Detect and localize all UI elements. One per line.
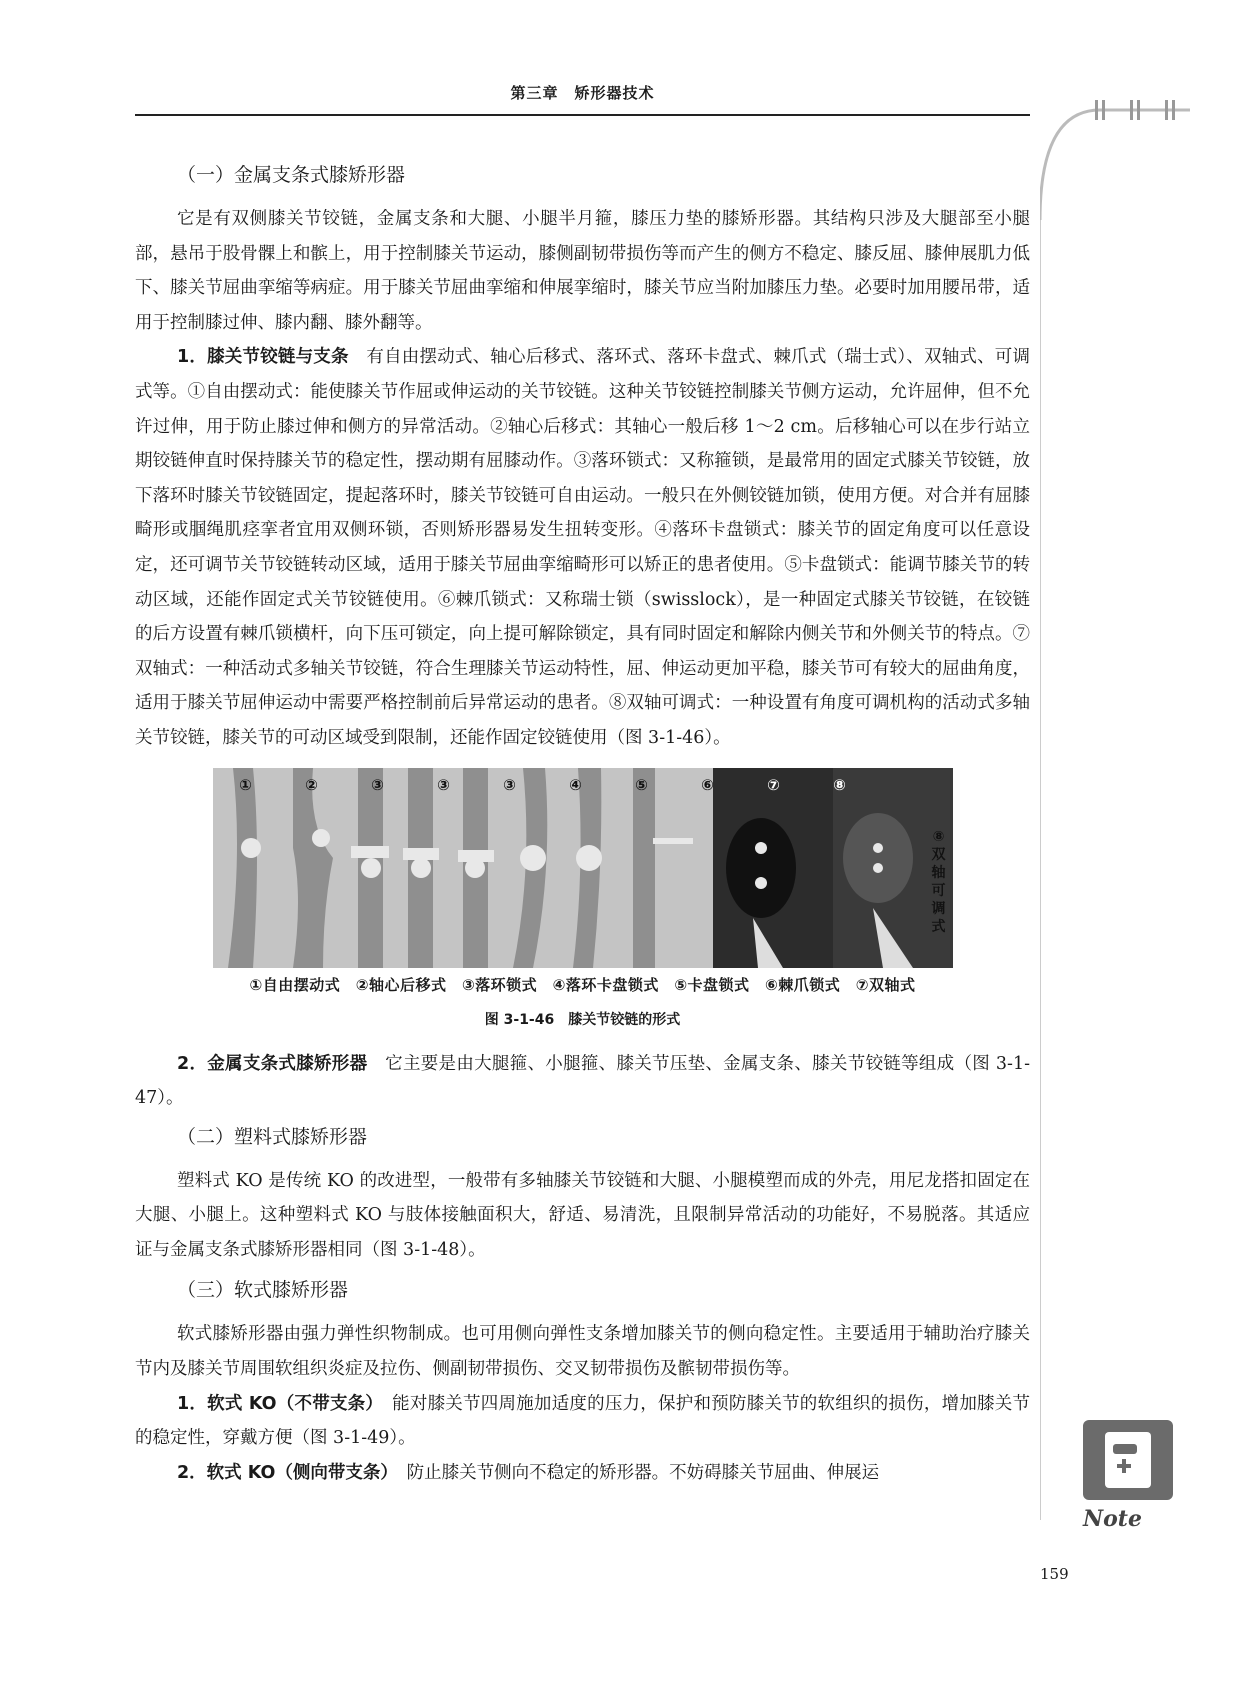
paragraph-lead: 1．软式 KO（不带支条） [177,1393,375,1414]
note-badge [1083,1420,1173,1530]
header-rule [135,114,1030,116]
note-icon [1083,1420,1173,1500]
figure-number: ⑧ [833,775,846,794]
figure-number: ⑦ [767,775,780,794]
paragraph-body: 防止膝关节侧向不稳定的矫形器。不妨碍膝关节屈曲、伸展运 [389,1462,880,1483]
figure-side-label: ⑧双轴可调式 [931,828,946,935]
paragraph [135,1387,1030,1456]
figure-number-row [213,776,873,794]
figure-number: ③ [503,775,516,794]
figure-caption-row: ①自由摆动式 ②轴心后移式 ③落环锁式 ④落环卡盘锁式 ⑤卡盘锁式 ⑥棘爪锁式 ⑦双轴式 [249,975,916,994]
knee-hinge-photo [213,768,953,968]
figure-number: ⑥ [701,775,714,794]
running-header: 第三章 矫形器技术 [510,84,655,102]
page-content [135,158,1030,1490]
paragraph-body: 它主要是由大腿箍、小腿箍、膝关节压垫、金属支条、膝关节铰链等组成（图 3-1-47）。 [135,1053,1030,1109]
section-title-3: （三）软式膝矫形器 [177,1279,349,1302]
figure-title: 图 3-1-46 膝关节铰链的形式 [484,1011,681,1028]
section-title-1: （一）金属支条式膝矫形器 [177,164,406,186]
figure-number: ③ [371,775,384,794]
note-label: Note [1083,1506,1142,1532]
figure-number: ② [305,775,318,794]
figure-number: ③ [437,775,450,794]
paragraph-lead: 2．软式 KO（侧向带支条） [177,1462,390,1483]
paragraph: 它是有双侧膝关节铰链，金属支条和大腿、小腿半月箍，膝压力垫的膝矫形器。其结构只涉及大腿部至小腿部，悬吊于股骨髁上和髌上，用于控制膝关节运动，膝侧副韧带损伤等而产生的侧方不稳定、膝反屈、膝伸展肌力低下、膝关节屈曲挛缩等病症。用于膝关节屈曲挛缩和伸展挛缩时，膝关节应当附加膝压力垫。必要时加用腰吊带，适用于控制膝过伸、膝内翻、膝外翻等。 [135,209,1030,333]
paragraph-lead: 1．膝关节铰链与支条 [177,347,349,368]
paragraph-body: 有自由摆动式、轴心后移式、落环式、落环卡盘式、棘爪式（瑞士式）、双轴式、可调式等。①自由摆动式：能使膝关节作屈或伸运动的关节铰链。这种关节铰链控制膝关节侧方运动，允许屈伸，但不允许过伸，用于防止膝过伸和侧方的异常活动。②轴心后移式：其轴心一般后移 1～2 cm。后移轴心可以在步行站立期铰链伸直时保持膝关节的稳定性，摆动期有屈膝动作。③落环锁式：又称箍锁，是最常用的固定式膝关节铰链，放下落环时膝关节铰链固定，提起落环时，膝关节铰链可自由运动。一般只在外侧铰链加锁，使用方便。对合并有屈膝畸形或腘绳肌痉挛者宜用双侧环锁，否则矫形器易发生扭转变形。④落环卡盘锁式：膝关节的固定角度可以任意设定，还可调节关节铰链转动区域，适用于膝关节屈曲挛缩畸形可以矫正的患者使用。⑤卡盘锁式：能调节膝关节的转动区域，还能作固定式关节铰链使用。⑥棘爪锁式：又称瑞士锁（swisslock），是一种固定式膝关节铰链，在铰链的后方设置有棘爪锁横杆，向下压可锁定，向上提可解除锁定，具有同时固定和解除内侧关节和外侧关节的特点。⑦双轴式：一种活动式多轴关节铰链，符合生理膝关节运动特性，屈、伸运动更加平稳，膝关节可有较大的屈曲角度，适用于膝关节屈伸运动中需要严格控制前后异常运动的患者。⑧双轴可调式：一种设置有角度可调机构的活动式多轴关节铰链，膝关节的可动区域受到限制，还能作固定铰链使用（图 3-1-46）。 [135,347,1030,748]
side-bracket-decoration [1040,100,1190,1550]
paragraph-lead: 2．金属支条式膝矫形器 [177,1053,368,1074]
paragraph-body: 能对膝关节四周施加适度的压力，保护和预防膝关节的软组织的损伤，增加膝关节的稳定性，穿戴方便（图 3-1-49）。 [135,1393,1031,1449]
figure-number: ⑤ [635,775,648,794]
page-number: 159 [1040,1565,1069,1583]
figure-3-1-46 [135,768,1030,1029]
paragraph [135,1047,1030,1116]
paragraph [135,1456,1030,1491]
figure-number: ① [239,775,252,794]
figure-number: ④ [569,775,582,794]
paragraph: 软式膝矫形器由强力弹性织物制成。也可用侧向弹性支条增加膝关节的侧向稳定性。主要适用于辅助治疗膝关节内及膝关节周围软组织炎症及拉伤、侧副韧带损伤、交叉韧带损伤及髌韧带损伤等。 [135,1324,1030,1380]
knee-hinge-illustration [213,768,953,968]
section-title-2: （二）塑料式膝矫形器 [177,1125,368,1148]
paragraph: 塑料式 KO 是传统 KO 的改进型，一般带有多轴膝关节铰链和大腿、小腿模塑而成的外壳，用尼龙搭扣固定在大腿、小腿上。这种塑料式 KO 与肢体接触面积大，舒适、易清洗，且限制异常活动的功能好，不易脱落。其适应证与金属支条式膝矫形器相同（图 3-1-48）。 [135,1170,1030,1260]
paragraph [135,340,1030,755]
